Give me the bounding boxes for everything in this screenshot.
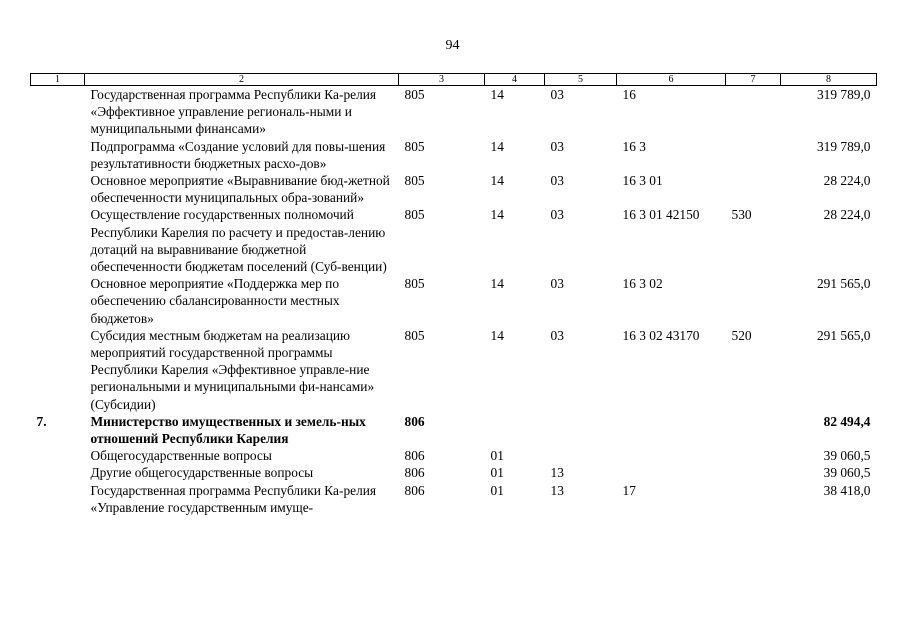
cell-sum: 319 789,0	[816, 138, 871, 154]
cell-sum: 39 060,5	[823, 448, 871, 464]
cell-sum: 291 565,0	[816, 276, 871, 292]
cell-pr: 03	[550, 87, 564, 102]
cell-pr: 03	[550, 138, 564, 154]
cell-vr: 530	[731, 207, 752, 223]
cell-ved: 805	[404, 207, 425, 223]
cell-sum: 38 418,0	[823, 482, 871, 498]
cell-name: Осуществление государственных полномочий Республики Карелия по расчету и предостав-лению дотаций на выравнивание бюджетной обеспеченности бюджетам поселений (Суб-венции)	[90, 207, 387, 275]
cell-name: Государственная программа Республики Ка-релия «Эффективное управление региональ-ными и муниципальными финансами»	[90, 87, 377, 137]
cell-vr	[726, 275, 781, 327]
cell-rz: 14	[490, 173, 504, 189]
column-header: 3	[399, 74, 485, 86]
cell-csr: 16 3 01 42150	[622, 207, 700, 223]
cell-pr: 03	[550, 276, 564, 292]
cell-pr: 13	[550, 482, 564, 498]
cell-rz: 01	[490, 482, 504, 498]
cell-num: 7.	[36, 413, 47, 429]
cell-num	[31, 206, 85, 275]
cell-vr	[726, 464, 781, 481]
cell-csr	[617, 464, 726, 481]
cell-rz: 14	[490, 276, 504, 292]
cell-sum: 28 224,0	[823, 207, 871, 223]
cell-rz	[485, 413, 545, 447]
cell-ved: 805	[404, 276, 425, 292]
cell-sum: 319 789,0	[816, 87, 871, 102]
cell-csr: 16 3 02 43170	[622, 327, 700, 343]
cell-name: Основное мероприятие «Выравнивание бюд-жетной обеспеченности муниципальных обра-зований»	[90, 173, 390, 206]
table-body	[31, 86, 877, 517]
cell-ved: 805	[404, 327, 425, 343]
column-header: 5	[545, 74, 617, 86]
table-row	[31, 464, 877, 481]
column-header: 4	[485, 74, 545, 86]
cell-vr	[726, 447, 781, 464]
cell-vr	[726, 86, 781, 138]
cell-sum: 39 060,5	[823, 465, 871, 481]
cell-vr: 520	[731, 327, 752, 343]
table-row	[31, 447, 877, 464]
table-row	[31, 206, 877, 275]
table-row	[31, 482, 877, 516]
cell-csr	[617, 413, 726, 447]
cell-ved: 806	[404, 448, 425, 464]
cell-vr	[726, 482, 781, 516]
table-row	[31, 138, 877, 172]
cell-num	[31, 172, 85, 206]
cell-ved: 805	[404, 87, 425, 102]
cell-ved: 805	[404, 138, 425, 154]
cell-vr	[726, 413, 781, 447]
cell-rz: 14	[490, 87, 504, 102]
cell-rz: 14	[490, 207, 504, 223]
cell-num	[31, 275, 85, 327]
cell-name: Другие общегосударственные вопросы	[90, 465, 314, 481]
cell-vr	[726, 172, 781, 206]
cell-vr	[726, 138, 781, 172]
table-row	[31, 172, 877, 206]
cell-name: Субсидия местным бюджетам на реализацию мероприятий государственной программы Республики Карелия «Эффективное управле-ние региональными и муниципальными фи-нансами» (Субсидии)	[90, 327, 375, 412]
column-header: 7	[726, 74, 781, 86]
cell-sum: 82 494,4	[823, 413, 871, 429]
cell-rz: 01	[490, 465, 504, 481]
cell-num	[31, 327, 85, 413]
cell-csr: 17	[622, 482, 636, 498]
cell-name: Министерство имущественных и земель-ных отношений Республики Карелия	[90, 413, 366, 447]
cell-pr: 13	[550, 465, 564, 481]
cell-num	[31, 86, 85, 138]
cell-rz: 14	[490, 138, 504, 154]
column-header: 1	[31, 74, 85, 86]
cell-name: Подпрограмма «Создание условий для повы-шения результативности бюджетных расхо-дов»	[90, 138, 386, 171]
cell-rz: 01	[490, 448, 504, 464]
cell-name: Общегосударственные вопросы	[90, 448, 272, 464]
cell-num	[31, 447, 85, 464]
column-header: 6	[617, 74, 726, 86]
table-row	[31, 327, 877, 413]
cell-name: Основное мероприятие «Поддержка мер по обеспечению сбалансированности местных бюджетов»	[90, 276, 340, 326]
column-header: 8	[781, 74, 877, 86]
header-row	[31, 74, 877, 86]
cell-pr	[545, 447, 617, 464]
cell-ved: 806	[404, 465, 425, 481]
cell-csr: 16 3	[622, 138, 646, 154]
cell-num	[31, 138, 85, 172]
table-row	[31, 413, 877, 447]
cell-num	[31, 482, 85, 516]
table-row	[31, 86, 877, 138]
page-number: 94	[445, 38, 460, 53]
cell-rz: 14	[490, 327, 504, 343]
cell-pr: 03	[550, 173, 564, 189]
cell-pr: 03	[550, 207, 564, 223]
cell-csr: 16 3 02	[622, 276, 663, 292]
cell-pr	[545, 413, 617, 447]
cell-pr: 03	[550, 327, 564, 343]
column-header: 2	[85, 74, 399, 86]
cell-name: Государственная программа Республики Ка-релия «Управление государственным имуще-	[90, 482, 377, 515]
cell-ved: 806	[404, 482, 425, 498]
cell-ved: 805	[404, 173, 425, 189]
cell-csr: 16	[622, 87, 636, 102]
cell-num	[31, 464, 85, 481]
cell-csr: 16 3 01	[622, 173, 663, 189]
cell-csr	[617, 447, 726, 464]
cell-sum: 28 224,0	[823, 173, 871, 189]
budget-table	[30, 73, 877, 516]
cell-sum: 291 565,0	[816, 327, 871, 343]
table-row	[31, 275, 877, 327]
cell-ved: 806	[404, 413, 425, 429]
